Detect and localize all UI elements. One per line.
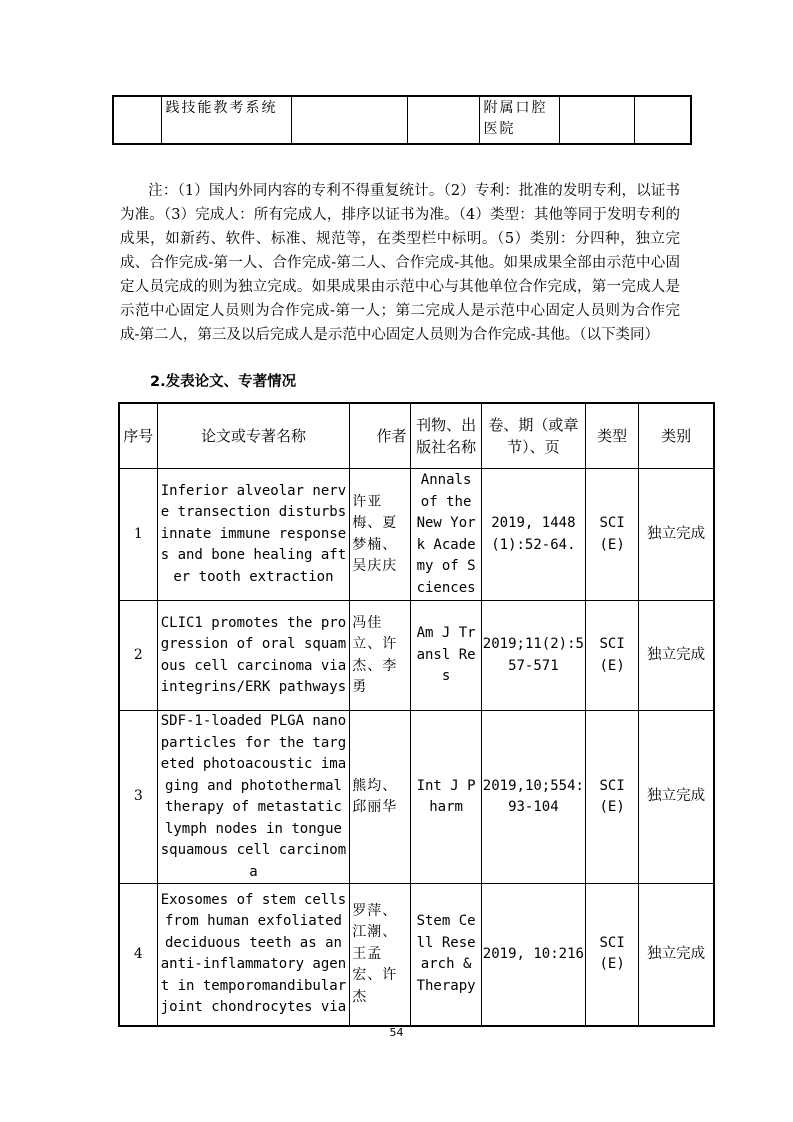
- table-cell: [634, 96, 691, 144]
- cell-type: SCI(E): [586, 601, 639, 711]
- cell-authors: 许亚梅、夏梦楠、吴庆庆: [350, 469, 411, 601]
- header-authors: 作者: [350, 403, 411, 469]
- cell-seq: 3: [119, 711, 157, 884]
- cell-title: SDF-1-loaded PLGA nanoparticles for the targeted photoacoustic imaging and photothermal therapy of metastatic lymph nodes in tongue squamous cell carcinoma: [157, 711, 350, 884]
- table-row: [119, 884, 714, 1026]
- cell-journal: Stem Cell Research & Therapy: [411, 884, 481, 1026]
- cell-seq: 2: [119, 601, 157, 711]
- cell-volume: 2019,10;554:93-104: [481, 711, 585, 884]
- cell-authors: 熊均、邱丽华: [350, 711, 411, 884]
- cell-journal: Int J Pharm: [411, 711, 481, 884]
- note-text: 注：（1）国内外同内容的专利不得重复统计。（2）专利：批准的发明专利，以证书为准。（3）完成人：所有完成人，排序以证书为准。（4）类型：其他等同于发明专利的成果，如新药、软件、标准、规范等，在类型栏中标明。（5）类别：分四种，独立完成、合作完成-第一人、合作完成-第二人、合作完成-其他。如果成果全部由示范中心固定人员完成的则为独立完成。如果成果由示范中心与其他单位合作完成，第一完成人是示范中心固定人员则为合作完成-第一人；第二完成人是示范中心固定人员则为合作完成-第二人，第三及以后完成人是示范中心固定人员则为合作完成-其他。（以下类同）: [120, 183, 680, 343]
- patent-table-continuation: [112, 95, 692, 145]
- cell-seq: 4: [119, 884, 157, 1026]
- header-volume: 卷、期（或章节）、页: [481, 403, 585, 469]
- cell-authors: 冯佳立、许杰、李勇: [350, 601, 411, 711]
- cell-category: 独立完成: [639, 469, 714, 601]
- section-heading: 2.发表论文、专著情况: [150, 374, 297, 390]
- cell-type: SCI(E): [586, 884, 639, 1026]
- table-header-row: [119, 403, 714, 469]
- table-cell: [291, 96, 407, 144]
- header-title: 论文或专著名称: [157, 403, 350, 469]
- table-row: [113, 96, 691, 144]
- table-cell: [559, 96, 634, 144]
- cell-seq: 1: [119, 469, 157, 601]
- cell-volume: 2019;11(2):557-571: [481, 601, 585, 711]
- page-number: 54: [389, 1026, 404, 1039]
- table-row: [119, 711, 714, 884]
- table-cell: 践技能教考系统: [161, 96, 291, 144]
- cell-category: 独立完成: [639, 711, 714, 884]
- cell-category: 独立完成: [639, 884, 714, 1026]
- header-category: 类别: [639, 403, 714, 469]
- header-seq: 序号: [119, 403, 157, 469]
- cell-type: SCI(E): [586, 711, 639, 884]
- cell-journal: Am J Transl Res: [411, 601, 481, 711]
- cell-type: SCI(E): [586, 469, 639, 601]
- publications-table: [118, 402, 715, 1027]
- cell-volume: 2019, 10:216: [481, 884, 585, 1026]
- cell-authors: 罗萍、江潮、王孟宏、许杰: [350, 884, 411, 1026]
- cell-title: Inferior alveolar nerve transection disturbs innate immune responses and bone healing after tooth extraction: [157, 469, 350, 601]
- header-journal: 刊物、出版社名称: [411, 403, 481, 469]
- cell-volume: 2019, 1448(1):52-64.: [481, 469, 585, 601]
- table-cell: 附属口腔医院: [479, 96, 559, 144]
- table-cell: [407, 96, 479, 144]
- note-paragraph: [120, 179, 680, 347]
- header-type: 类型: [586, 403, 639, 469]
- cell-category: 独立完成: [639, 601, 714, 711]
- table-row: [119, 601, 714, 711]
- cell-journal: Annals of the New York Academy of Sciences: [411, 469, 481, 601]
- cell-title: Exosomes of stem cells from human exfoliated deciduous teeth as an anti-inflammatory agent in temporomandibular joint chondrocytes via: [157, 884, 350, 1026]
- table-row: [119, 469, 714, 601]
- table-cell: [113, 96, 161, 144]
- cell-title: CLIC1 promotes the progression of oral squamous cell carcinoma via integrins/ERK pathways: [157, 601, 350, 711]
